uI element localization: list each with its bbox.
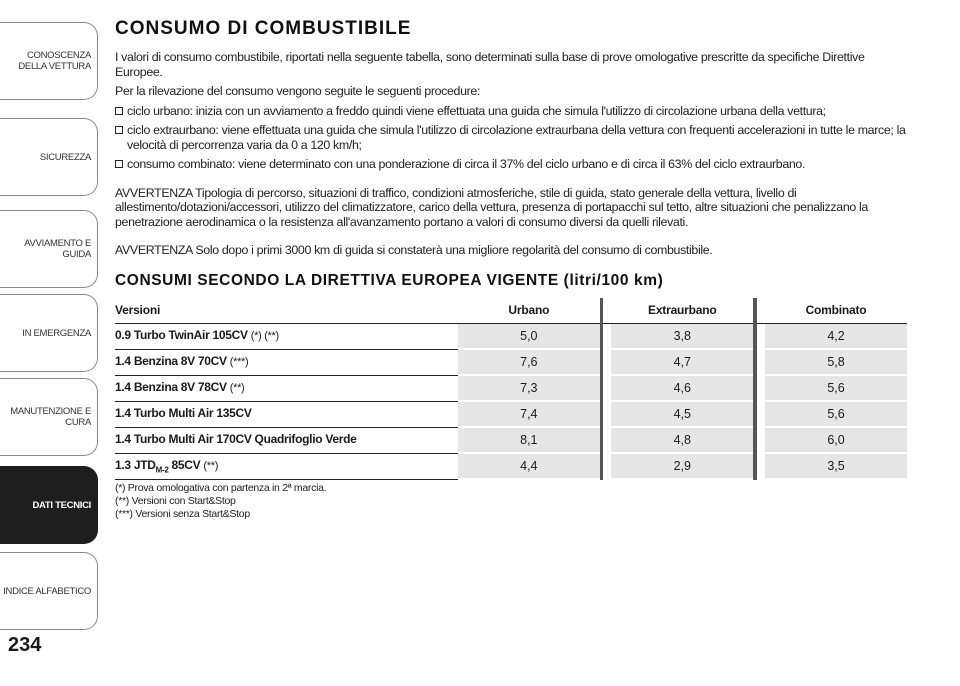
value-extraurbano: 4,8 bbox=[611, 428, 753, 454]
chapter-tabs bbox=[0, 0, 100, 640]
value-extraurbano: 3,8 bbox=[611, 324, 753, 350]
version-name: 1.3 JTD bbox=[115, 457, 156, 472]
consumption-table bbox=[115, 298, 907, 480]
value-combinato: 5,8 bbox=[765, 350, 907, 376]
checkbox-bullet-icon bbox=[115, 160, 123, 168]
version-name: 1.4 Turbo Multi Air 135CV bbox=[115, 405, 252, 420]
procedures-intro: Per la rilevazione del consumo vengono seguite le seguenti procedure: bbox=[115, 84, 481, 98]
warning-paragraph-mileage: AVVERTENZA Solo dopo i primi 3000 km di guida si constaterà una migliore regolarità del consumo di combustibile. bbox=[115, 243, 713, 257]
version-name-cell bbox=[115, 454, 458, 480]
checkbox-bullet-icon bbox=[115, 126, 123, 134]
value-urbano: 8,1 bbox=[458, 428, 599, 454]
table-notes bbox=[115, 482, 915, 521]
table-row bbox=[115, 428, 907, 454]
version-name-cell bbox=[115, 428, 458, 454]
footnote: (***) Versioni senza Start&Stop bbox=[115, 507, 250, 520]
version-name-cell bbox=[115, 402, 458, 428]
version-name-cell bbox=[115, 350, 458, 376]
version-footnote-ref: (**) bbox=[229, 381, 245, 394]
warning-paragraph: AVVERTENZA Tipologia di percorso, situazioni di traffico, condizioni atmosferiche, stile di guida, stato generale della vettura, livello di allestimento/dotazioni/accessori, utilizzo del climatizzatore, carico della vettura, presenza di portapacchi sul tetto, altre situazioni che penalizzano la penetrazione aerodinamica o la resistenza all'avanzamento portano a valori di consumo diversi da quelli rilevati. bbox=[115, 185, 868, 229]
header-urbano: Urbano bbox=[458, 298, 599, 324]
value-urbano: 7,6 bbox=[458, 350, 599, 376]
value-combinato: 5,6 bbox=[765, 402, 907, 428]
version-name-cell bbox=[115, 324, 458, 350]
page-title: CONSUMO DI COMBUSTIBILE bbox=[115, 18, 412, 39]
bullet-text: ciclo extraurbano: viene effettuata una guida che simula l'utilizzo di circolazione extraurbana della vettura con frequenti accelerazioni in tutte le marce; la velocità di percorrenza varia da 0 a 120 km/h; bbox=[127, 123, 906, 152]
header-extraurbano: Extraurbano bbox=[611, 298, 753, 324]
tab-indice-alfabetico[interactable]: INDICE ALFABETICO bbox=[0, 552, 98, 630]
bullet-item bbox=[115, 104, 915, 119]
value-extraurbano: 4,5 bbox=[611, 402, 753, 428]
value-combinato: 6,0 bbox=[765, 428, 907, 454]
version-footnote-ref: (**) bbox=[203, 459, 219, 472]
footnote: (*) Prova omologativa con partenza in 2ª marcia. bbox=[115, 481, 327, 494]
value-combinato: 3,5 bbox=[765, 454, 907, 480]
checkbox-bullet-icon bbox=[115, 107, 123, 115]
value-urbano: 7,3 bbox=[458, 376, 599, 402]
tab-avviamento[interactable]: AVVIAMENTO E GUIDA bbox=[0, 210, 98, 288]
table-row bbox=[115, 324, 907, 350]
tab-emergenza[interactable]: IN EMERGENZA bbox=[0, 294, 98, 372]
version-footnote-ref: (***) bbox=[229, 355, 249, 368]
version-name: 1.4 Benzina 8V 78CV bbox=[115, 379, 227, 394]
table-row bbox=[115, 454, 907, 480]
tab-sicurezza[interactable]: SICUREZZA bbox=[0, 118, 98, 196]
intro-paragraph: I valori di consumo combustibile, riportati nella seguente tabella, sono determinati sulla base di prove omologative prescritte da specifiche Direttive Europee. bbox=[115, 50, 865, 79]
bullet-item bbox=[115, 157, 915, 172]
table-row bbox=[115, 350, 907, 376]
version-name: 1.4 Benzina 8V 70CV bbox=[115, 353, 227, 368]
value-urbano: 4,4 bbox=[458, 454, 599, 480]
tab-dati-tecnici[interactable]: DATI TECNICI bbox=[0, 466, 98, 544]
bullet-text: ciclo urbano: inizia con un avviamento a freddo quindi viene effettuata una guida che simula l'utilizzo di circolazione urbana della vettura; bbox=[127, 103, 826, 118]
version-name: 1.4 Turbo Multi Air 170CV Quadrifoglio Verde bbox=[115, 431, 357, 446]
value-combinato: 4,2 bbox=[765, 324, 907, 350]
tab-conoscenza[interactable]: CONOSCENZA DELLA VETTURA bbox=[0, 22, 98, 100]
version-name: 0.9 Turbo TwinAir 105CV bbox=[115, 327, 248, 342]
version-footnote-ref: (*) (**) bbox=[250, 329, 279, 342]
table-header-row bbox=[115, 298, 907, 324]
header-combinato: Combinato bbox=[765, 298, 907, 324]
bullet-text: consumo combinato: viene determinato con una ponderazione di circa il 37% del ciclo urbano e di circa il 63% del ciclo extraurbano. bbox=[127, 157, 806, 171]
header-versioni: Versioni bbox=[115, 298, 458, 324]
page-content bbox=[115, 18, 915, 521]
footnote: (**) Versioni con Start&Stop bbox=[115, 494, 236, 507]
tab-manutenzione[interactable]: MANUTENZIONE E CURA bbox=[0, 378, 98, 456]
version-name-suffix: 85CV bbox=[168, 457, 201, 472]
value-extraurbano: 4,6 bbox=[611, 376, 753, 402]
version-name-cell bbox=[115, 376, 458, 402]
table-title: CONSUMI SECONDO LA DIRETTIVA EUROPEA VIGENTE (litri/100 km) bbox=[115, 271, 664, 289]
value-urbano: 5,0 bbox=[458, 324, 599, 350]
table-body bbox=[115, 324, 907, 480]
bullet-item bbox=[115, 123, 915, 152]
page-number: 234 bbox=[8, 634, 42, 656]
value-urbano: 7,4 bbox=[458, 402, 599, 428]
value-extraurbano: 2,9 bbox=[611, 454, 753, 480]
table-row bbox=[115, 402, 907, 428]
value-extraurbano: 4,7 bbox=[611, 350, 753, 376]
table-row bbox=[115, 376, 907, 402]
version-subscript: M-2 bbox=[155, 465, 169, 475]
value-combinato: 5,6 bbox=[765, 376, 907, 402]
